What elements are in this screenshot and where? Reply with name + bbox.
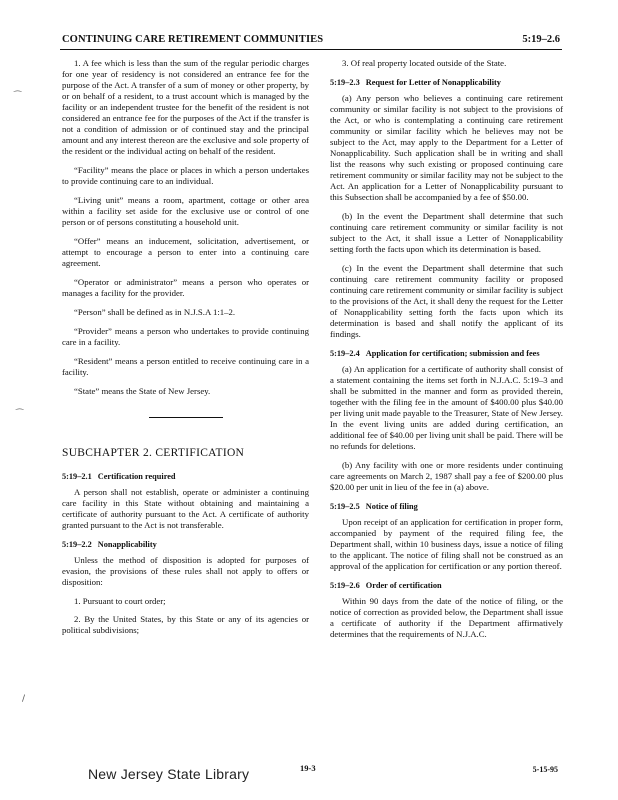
running-header-title: CONTINUING CARE RETIREMENT COMMUNITIES (62, 34, 324, 45)
supplement-date: 5-15-95 (532, 765, 558, 774)
section-text-2-3-a: (a) Any person who believes a continuing care retirement community or similar facility is not subject to the provisions of the Act, or who is contemplating a continuing care retirement community or similar facility which he believes may not be subject to the Act, may apply to the Department for a Letter of Nonapplicability. Such application shall be in writing and shall list the reasons why such existing or proposed continuing care retirement community or similar facility may not be subject to the Act. An application for a Letter of Nonapplicability pursuant to this Subsection shall be accompanied by a fee of $50.00. (330, 93, 563, 202)
section-heading-2-4 (330, 348, 563, 359)
page-number: 19-3 (300, 763, 316, 773)
definition-resident: “Resident” means a person entitled to receive continuing care in a facility. (62, 356, 309, 377)
definition-provider: “Provider” means a person who undertakes to provide continuing care in a facility. (62, 326, 309, 347)
definition-person: “Person” shall be defined as in N.J.S.A 1:1–2. (74, 307, 236, 317)
margin-mark: / (22, 694, 26, 704)
section-number: 5:19–2.3 (330, 78, 360, 87)
definition-operator: “Operator or administrator” means a person who operates or manages a facility for the provider. (62, 277, 309, 298)
section-title: Nonapplicability (97, 540, 157, 549)
section-text-2-4-a: (a) An application for a certificate of authority shall consist of a statement containing the items set forth in N.J.A.C. 5:19–3 and shall be submitted in the manner and form as provided therein, together with the filing fee in the amount of $400.00 plus $40.00 per living unit made payable to the Treasurer, State of New Jersey. In the event living units are added during certification, an additional fee of $40.00 per living unit shall be paid. There will be no refunds for deletions. (330, 364, 563, 451)
definition-living-unit: “Living unit” means a room, apartment, cottage or other area within a facility set aside for the exclusive use or control of one person or of persons constituting a household unit. (62, 195, 309, 227)
list-item: 3. Of real property located outside of the State. (342, 58, 507, 68)
section-text-2-1: A person shall not establish, operate or administer a continuing care facility in this State without obtaining and maintaining a certificate of authority pursuant to the Act. A certificate of authority granted pursuant to the Act is not transferable. (62, 487, 309, 530)
left-column (62, 58, 309, 643)
definition-facility: “Facility” means the place or places in which a person undertakes to provide continuing care to an individual. (62, 165, 309, 186)
section-divider (149, 417, 223, 418)
section-title: Notice of filing (365, 502, 418, 511)
section-number: 5:19–2.2 (62, 540, 92, 549)
header-rule (60, 49, 562, 50)
margin-mark: ⁀ (14, 92, 22, 102)
section-number: 5:19–2.1 (62, 472, 92, 481)
section-title: Application for certification; submission and fees (365, 349, 540, 358)
section-heading-2-3 (330, 77, 563, 88)
paragraph-entrance-fee: 1. A fee which is less than the sum of the regular periodic charges for one year of residency is not considered an entrance fee for the purpose of the Act. A transfer of a sum of money or other property, by or on behalf of a resident, to a trust account which is managed by the facility or an independent trustee for the benefit of the resident is not considered an entrance fee for the purposes of the Act if the transfer is not a condition of admission or of continued stay and the principal amount and any interest thereon are the exclusive and sole property of the resident or the individual acting on behalf of the resident. (62, 58, 309, 156)
definition-state: “State” means the State of New Jersey. (74, 386, 211, 396)
right-column (330, 58, 563, 648)
running-header-section: 5:19–2.6 (522, 34, 560, 45)
section-number: 5:19–2.4 (330, 349, 360, 358)
disposition-list (62, 596, 309, 636)
section-text-2-2: Unless the method of disposition is adopted for purposes of evasion, the provisions of these rules shall not apply to offers or disposition: (62, 555, 309, 587)
section-heading-2-2 (62, 539, 309, 550)
list-item: 1. Pursuant to court order; (74, 596, 166, 606)
margin-mark: ⁀ (16, 410, 24, 420)
section-number: 5:19–2.6 (330, 581, 360, 590)
section-text-2-3-c: (c) In the event the Department shall determine that such continuing care retirement community facility or proposed continuing care retirement community or similar facility is subject to the provisions of the Act, it shall deny the request for the Letter of Nonapplicability setting forth the facts upon which its determination is based and shall notify the applicant of its findings. (330, 263, 563, 339)
section-title: Certification required (97, 472, 176, 481)
section-text-2-5: Upon receipt of an application for certification in proper form, accompanied by payment of the required filing fee, the Department shall, within 10 business days, issue a notice of filing to the applicant. The notice of filing shall not be construed as an approval of the application for certification or any portion thereof. (330, 517, 563, 571)
library-stamp: New Jersey State Library (88, 766, 250, 782)
section-number: 5:19–2.5 (330, 502, 360, 511)
section-heading-2-1 (62, 471, 309, 482)
definition-offer: “Offer” means an inducement, solicitation, advertisement, or attempt to encourage a person to enter into a continuing care agreement. (62, 236, 309, 268)
list-item: 2. By the United States, by this State or any of its agencies or political subdivisions; (62, 614, 309, 635)
section-heading-2-5 (330, 501, 563, 512)
section-text-2-4-b: (b) Any facility with one or more residents under continuing care agreements on March 2, 1987 shall pay a fee of $200.00 plus $20.00 per unit in lieu of the fee in (a) above. (330, 460, 563, 492)
section-title: Order of certification (365, 581, 442, 590)
section-heading-2-6 (330, 580, 563, 591)
section-text-2-3-b: (b) In the event the Department shall determine that such continuing care retirement community or similar facility is not subject to the Act, it shall issue a Letter of Nonapplicability setting forth the facts upon which its determination is based. (330, 211, 563, 254)
section-text-2-6: Within 90 days from the date of the notice of filing, or the notice of correction as provided below, the Department shall issue a certificate of authority if the Department affirmatively determines that the requirements of N.J.A.C. (330, 596, 563, 639)
subchapter-heading: SUBCHAPTER 2. CERTIFICATION (62, 447, 245, 459)
section-title: Request for Letter of Nonapplicability (365, 78, 501, 87)
